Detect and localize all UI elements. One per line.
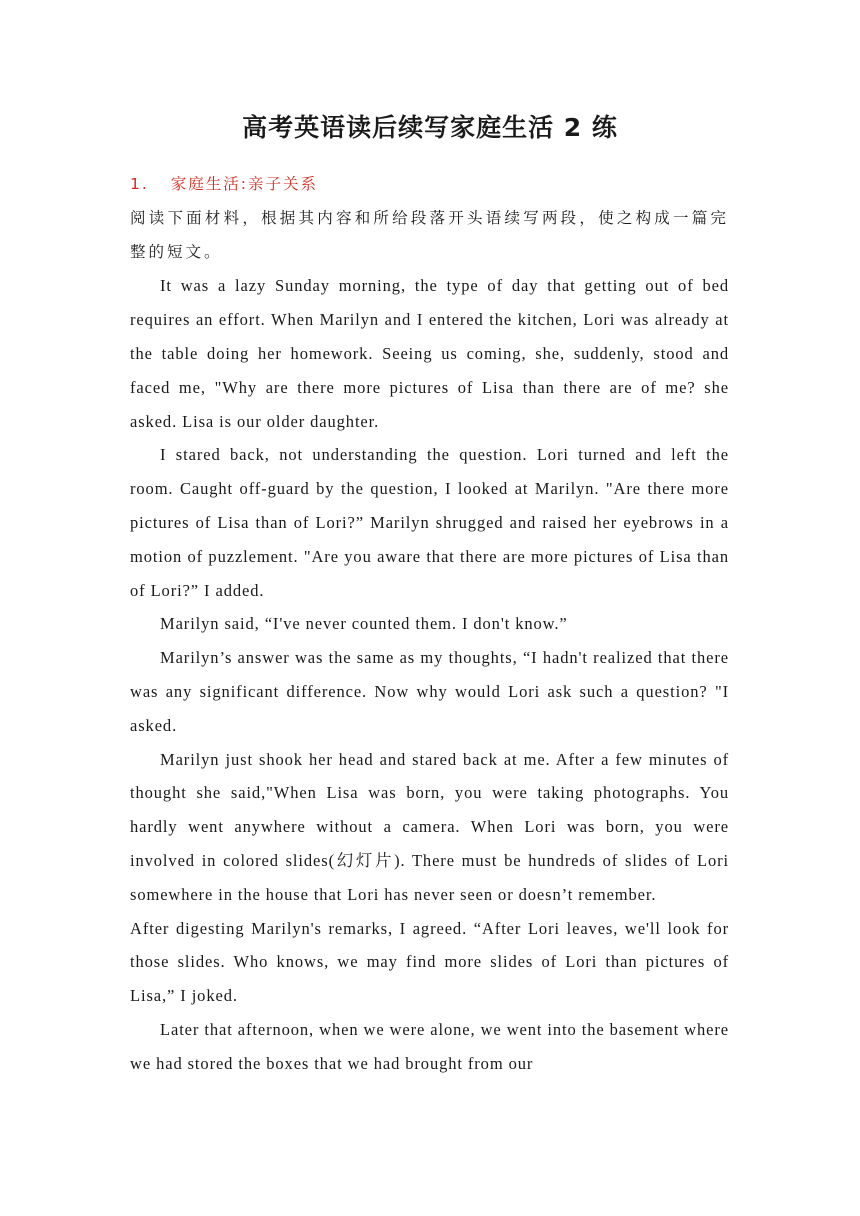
section-heading [130, 168, 729, 202]
paragraph-6: After digesting Marilyn's remarks, I agreed. “After Lori leaves, we'll look for those slides. Who knows, we may find more slides of Lori than pictures of Lisa,” I joked. [130, 918, 729, 1006]
paragraph-4: Marilyn’s answer was the same as my thoughts, “I hadn't realized that there was any significant difference. Now why would Lori ask such a question? "I asked. [130, 648, 729, 735]
paragraph-5: Marilyn just shook her head and stared back at me. After a few minutes of thought she said,"When Lisa was born, you were taking photographs. You hardly went anywhere without a camera. When Lori was born, you were involved in colored slides(幻灯片). There must be hundreds of slides of Lori somewhere in the house that Lori has never seen or doesn’t remember. [130, 749, 729, 904]
section-number: 1. [130, 175, 149, 193]
paragraph-7: Later that afternoon, when we were alone, we went into the basement where we had stored the boxes that we had brought from our [130, 1019, 729, 1073]
paragraph-1: It was a lazy Sunday morning, the type of day that getting out of bed requires an effort. When Marilyn and I entered the kitchen, Lori was already at the table doing her homework. Seeing us coming, she, suddenly, stood and faced me, "Why are there more pictures of Lisa than there are of me? she asked. Lisa is our older daughter. [130, 276, 729, 431]
document-title: 高考英语读后续写家庭生活 2 练 [242, 113, 618, 142]
instruction-text: 阅读下面材料，根据其内容和所给段落开头语续写两段，使之构成一篇完整的短文。 [130, 208, 729, 261]
paragraph-3: Marilyn said, “I've never counted them. I don't know.” [160, 614, 568, 634]
paragraph-2: I stared back, not understanding the question. Lori turned and left the room. Caught off-guard by the question, I looked at Marilyn. "Are there more pictures of Lisa than of Lori?” Marilyn shrugged and raised her eyebrows in a motion of puzzlement. "Are you aware that there are more pictures of Lisa than of Lori?” I added. [130, 445, 729, 600]
section-title: 家庭生活:亲子关系 [170, 175, 319, 193]
document-body [130, 168, 729, 1081]
